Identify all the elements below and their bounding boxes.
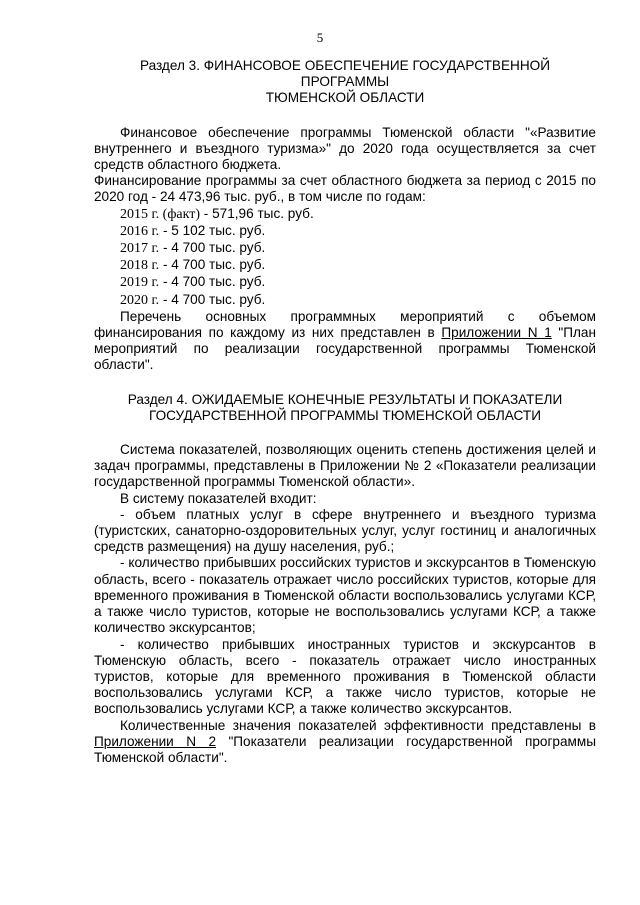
year-amount: - 5 102 тыс. руб. [159,222,266,238]
year-row [94,257,596,274]
section3-heading-line: ТЮМЕНСКОЙ ОБЛАСТИ [265,90,425,106]
section3-paragraph-budget: Финансирование программы за счет областного бюджета за период с 2015 по 2020 год - 24 473,96 тыс. руб., в том числе по годам: [94,173,596,205]
appendix-2-link[interactable]: Приложении N 2 [94,733,217,749]
year-label: 2016 г. [120,223,160,239]
year-row [94,240,596,257]
year-label: 2020 г. [120,292,160,308]
indicator-list-item: - количество прибывших иностранных туристов и экскурсантов в Тюменскую область, всего - показатель отражает число иностранных туристов, которые для временного проживания в Тюменской области воспользовались услугами КСР, а также число туристов, которые не воспользовались услугами КСР, а также количество экскурсантов. [94,636,596,717]
year-row [94,274,596,291]
section4-paragraph-includes: В систему показателей входит: [120,490,317,506]
year-amount: - 571,96 тыс. руб. [200,205,314,221]
section3-paragraph-text: "План мероприятий по реализации государственной программы Тюменской области". [94,325,596,373]
document-body [94,58,596,766]
section4-paragraph-text: Количественные значения показателей эффективности представлены в [120,717,596,733]
section3-heading-line: Раздел 3. ФИНАНСОВОЕ ОБЕСПЕЧЕНИЕ ГОСУДАРСТВЕННОЙ [139,58,551,73]
section3-paragraph-text: Перечень основных программных мероприятий с объемом финансирования по каждому из них представлен в [94,308,596,341]
appendix-1-link[interactable]: Приложении N 1 [441,325,552,341]
section3-heading [94,58,596,107]
section4-heading [94,392,596,424]
section3-paragraph-funding: Финансовое обеспечение программы Тюменской области "«Развитие внутреннего и въездного туризма»" до 2020 года осуществляется за счет средств областного бюджета. [94,124,596,173]
year-row [94,223,596,240]
section4-paragraph-indicators: Система показателей, позволяющих оценить степень достижения целей и задач программы, представлены в Приложении № 2 «Показатели реализации государственной программы Тюменской области». [94,442,596,490]
section3-heading-line: ПРОГРАММЫ [300,74,390,90]
year-amount: - 4 700 тыс. руб. [159,257,266,273]
year-row [94,206,596,223]
page-number: 5 [316,30,324,45]
year-amount: - 4 700 тыс. руб. [159,240,266,256]
section4-heading-line: ГОСУДАРСТВЕННОЙ ПРОГРАММЫ ТЮМЕНСКОЙ ОБЛАСТИ [148,407,542,423]
year-label: 2019 г. [120,275,160,291]
year-amount: - 4 700 тыс. руб. [159,274,266,290]
year-label: 2015 г. (факт) [120,206,201,222]
funding-by-year-list [94,206,596,309]
year-amount: - 4 700 тыс. руб. [159,291,266,307]
indicator-list-item: - количество прибывших российских туристов и экскурсантов в Тюменскую область, всего - показатель отражает число российских туристов, которые для временного проживания в Тюменской области воспользовались услугами КСР, а также число туристов, которые не воспользовались услугами КСР, а также количество экскурсантов; [94,555,596,636]
year-row [94,292,596,309]
section4-heading-line: Раздел 4. ОЖИДАЕМЫЕ КОНЕЧНЫЕ РЕЗУЛЬТАТЫ И ПОКАЗАТЕЛИ [127,391,563,407]
section4-paragraph-values [94,718,596,767]
section3-paragraph-activities [94,309,596,374]
section4-paragraph-text: "Показатели реализации государственной программы Тюменской области". [94,733,596,765]
indicator-list-item: - объем платных услуг в сфере внутреннего и въездного туризма (туристских, санаторно-оздоровительных услуг, услуг гостиниц и аналогичных средств размещения) на душу населения, руб.; [94,506,596,555]
year-label: 2018 г. [120,258,160,274]
year-label: 2017 г. [120,241,160,257]
